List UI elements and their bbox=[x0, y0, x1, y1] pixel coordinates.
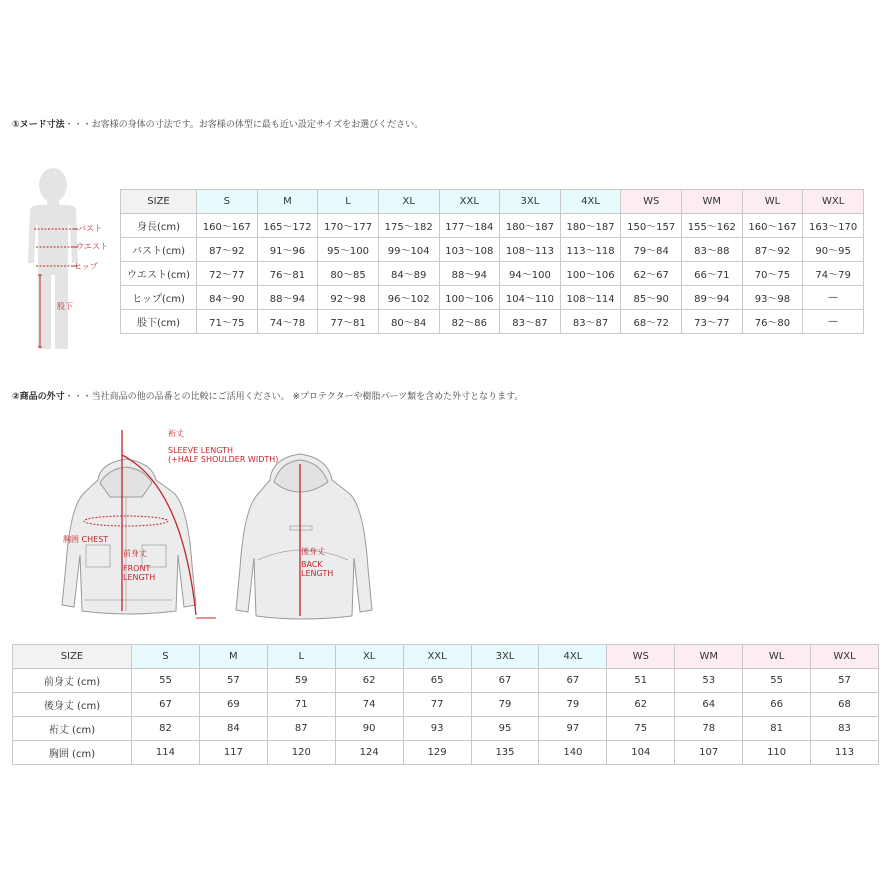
table-cell: 84〜89 bbox=[378, 262, 439, 286]
header-cell: SIZE bbox=[121, 190, 197, 214]
label-back-en2: LENGTH bbox=[301, 569, 334, 578]
table-cell: 68 bbox=[811, 693, 879, 717]
nude-heading-text: ・・・お客様の身体の寸法です。お客様の体型に最も近い設定サイズをお選びください。 bbox=[64, 120, 424, 130]
table-row bbox=[121, 286, 864, 310]
table-cell: 177〜184 bbox=[439, 214, 500, 238]
table-cell: 77〜81 bbox=[318, 310, 379, 334]
table-cell: 74〜78 bbox=[257, 310, 318, 334]
table-cell: 129 bbox=[403, 741, 471, 765]
table-cell: 103〜108 bbox=[439, 238, 500, 262]
header-cell: WL bbox=[742, 190, 803, 214]
table-cell: 89〜94 bbox=[682, 286, 743, 310]
label-sleeve-jp: 裄丈 bbox=[168, 429, 184, 438]
table-cell: 92〜98 bbox=[318, 286, 379, 310]
table-cell: 120 bbox=[267, 741, 335, 765]
table-cell: 82〜86 bbox=[439, 310, 500, 334]
table-cell: 84 bbox=[199, 717, 267, 741]
label-back-jp: 後身丈 bbox=[301, 547, 325, 556]
table-cell: 55 bbox=[132, 669, 200, 693]
row-label: 後身丈 (cm) bbox=[13, 693, 132, 717]
table-cell: 113 bbox=[811, 741, 879, 765]
table-cell: 84〜90 bbox=[197, 286, 258, 310]
table-cell: 67 bbox=[539, 669, 607, 693]
label-hip: ヒップ bbox=[74, 262, 98, 271]
table-cell: 78 bbox=[675, 717, 743, 741]
header-cell: WL bbox=[743, 645, 811, 669]
header-cell: WS bbox=[607, 645, 675, 669]
table-header-row bbox=[121, 190, 864, 214]
label-sleeve-en2: (+HALF SHOULDER WIDTH) bbox=[168, 455, 279, 464]
label-inseam: 股下 bbox=[57, 302, 73, 311]
table-cell: 62〜67 bbox=[621, 262, 682, 286]
table-cell: 80〜85 bbox=[318, 262, 379, 286]
table-row bbox=[121, 214, 864, 238]
table-cell: 70〜75 bbox=[742, 262, 803, 286]
garment-heading-text: ・・・当社商品の他の品番との比較にご活用ください。 ※プロテクターや樹脂パーツ類を含めた外寸となります。 bbox=[64, 392, 524, 402]
header-cell: S bbox=[197, 190, 258, 214]
table-cell: 96〜102 bbox=[378, 286, 439, 310]
table-cell: 175〜182 bbox=[378, 214, 439, 238]
table-cell: — bbox=[803, 310, 864, 334]
table-cell: 83〜87 bbox=[500, 310, 561, 334]
table-cell: 55 bbox=[743, 669, 811, 693]
header-cell: WM bbox=[675, 645, 743, 669]
row-label: 前身丈 (cm) bbox=[13, 669, 132, 693]
table-cell: 73〜77 bbox=[682, 310, 743, 334]
header-cell: XXL bbox=[403, 645, 471, 669]
label-front-en1: FRONT bbox=[123, 564, 151, 573]
header-cell: WXL bbox=[811, 645, 879, 669]
header-cell: WM bbox=[682, 190, 743, 214]
table-cell: 76〜80 bbox=[742, 310, 803, 334]
header-cell: SIZE bbox=[13, 645, 132, 669]
table-row bbox=[13, 741, 879, 765]
header-cell: L bbox=[318, 190, 379, 214]
row-label: 身長(cm) bbox=[121, 214, 197, 238]
header-cell: 4XL bbox=[539, 645, 607, 669]
table-cell: 117 bbox=[199, 741, 267, 765]
table-row bbox=[13, 669, 879, 693]
table-cell: 79 bbox=[471, 693, 539, 717]
label-back-en1: BACK bbox=[301, 560, 323, 569]
table-cell: 66 bbox=[743, 693, 811, 717]
table-cell: 155〜162 bbox=[682, 214, 743, 238]
table-cell: 93 bbox=[403, 717, 471, 741]
table-cell: 113〜118 bbox=[560, 238, 621, 262]
header-cell: M bbox=[199, 645, 267, 669]
table-cell: 99〜104 bbox=[378, 238, 439, 262]
table-cell: 74〜79 bbox=[803, 262, 864, 286]
garment-heading-bold: ②商品の外寸 bbox=[12, 392, 65, 402]
table-cell: 83〜87 bbox=[560, 310, 621, 334]
table-row bbox=[121, 262, 864, 286]
row-label: 裄丈 (cm) bbox=[13, 717, 132, 741]
table-cell: 163〜170 bbox=[803, 214, 864, 238]
label-waist: ウエスト bbox=[76, 242, 108, 251]
table-cell: 83 bbox=[811, 717, 879, 741]
table-cell: 85〜90 bbox=[621, 286, 682, 310]
table-cell: 67 bbox=[132, 693, 200, 717]
garment-size-table bbox=[12, 644, 879, 765]
table-cell: 68〜72 bbox=[621, 310, 682, 334]
header-cell: XXL bbox=[439, 190, 500, 214]
table-cell: 170〜177 bbox=[318, 214, 379, 238]
table-cell: 104 bbox=[607, 741, 675, 765]
body-figure bbox=[22, 163, 122, 355]
label-chest: 胸囲 CHEST bbox=[63, 535, 109, 544]
table-cell: 180〜187 bbox=[500, 214, 561, 238]
header-cell: XL bbox=[378, 190, 439, 214]
header-cell: WXL bbox=[803, 190, 864, 214]
table-row bbox=[121, 238, 864, 262]
table-cell: 95 bbox=[471, 717, 539, 741]
table-cell: 71 bbox=[267, 693, 335, 717]
table-cell: 57 bbox=[199, 669, 267, 693]
table-cell: — bbox=[803, 286, 864, 310]
table-header-row bbox=[13, 645, 879, 669]
table-cell: 80〜84 bbox=[378, 310, 439, 334]
table-row bbox=[13, 693, 879, 717]
table-cell: 79 bbox=[539, 693, 607, 717]
table-cell: 87〜92 bbox=[197, 238, 258, 262]
nude-heading bbox=[12, 117, 423, 130]
table-cell: 124 bbox=[335, 741, 403, 765]
table-cell: 104〜110 bbox=[500, 286, 561, 310]
table-cell: 90 bbox=[335, 717, 403, 741]
table-cell: 74 bbox=[335, 693, 403, 717]
table-cell: 81 bbox=[743, 717, 811, 741]
table-cell: 51 bbox=[607, 669, 675, 693]
table-cell: 66〜71 bbox=[682, 262, 743, 286]
label-sleeve-en1: SLEEVE LENGTH bbox=[168, 446, 234, 455]
table-cell: 150〜157 bbox=[621, 214, 682, 238]
table-cell: 165〜172 bbox=[257, 214, 318, 238]
table-cell: 90〜95 bbox=[803, 238, 864, 262]
table-cell: 107 bbox=[675, 741, 743, 765]
table-cell: 100〜106 bbox=[560, 262, 621, 286]
jacket-back-illustration bbox=[216, 440, 388, 625]
label-front-jp: 前身丈 bbox=[123, 549, 147, 558]
table-cell: 62 bbox=[335, 669, 403, 693]
table-cell: 77 bbox=[403, 693, 471, 717]
header-cell: XL bbox=[335, 645, 403, 669]
table-cell: 95〜100 bbox=[318, 238, 379, 262]
table-cell: 64 bbox=[675, 693, 743, 717]
row-label: バスト(cm) bbox=[121, 238, 197, 262]
row-label: ウエスト(cm) bbox=[121, 262, 197, 286]
row-label: ヒップ(cm) bbox=[121, 286, 197, 310]
label-front-en2: LENGTH bbox=[123, 573, 156, 582]
table-cell: 108〜113 bbox=[500, 238, 561, 262]
table-cell: 59 bbox=[267, 669, 335, 693]
table-cell: 87 bbox=[267, 717, 335, 741]
table-cell: 108〜114 bbox=[560, 286, 621, 310]
table-cell: 57 bbox=[811, 669, 879, 693]
table-cell: 160〜167 bbox=[742, 214, 803, 238]
table-cell: 140 bbox=[539, 741, 607, 765]
table-cell: 97 bbox=[539, 717, 607, 741]
header-cell: 4XL bbox=[560, 190, 621, 214]
table-cell: 110 bbox=[743, 741, 811, 765]
table-cell: 160〜167 bbox=[197, 214, 258, 238]
header-cell: M bbox=[257, 190, 318, 214]
table-cell: 82 bbox=[132, 717, 200, 741]
nude-size-table bbox=[120, 189, 864, 334]
header-cell: L bbox=[267, 645, 335, 669]
header-cell: 3XL bbox=[471, 645, 539, 669]
table-cell: 135 bbox=[471, 741, 539, 765]
garment-heading bbox=[12, 389, 523, 402]
table-cell: 88〜94 bbox=[439, 262, 500, 286]
table-cell: 72〜77 bbox=[197, 262, 258, 286]
table-cell: 71〜75 bbox=[197, 310, 258, 334]
table-cell: 62 bbox=[607, 693, 675, 717]
header-cell: 3XL bbox=[500, 190, 561, 214]
table-cell: 100〜106 bbox=[439, 286, 500, 310]
table-cell: 83〜88 bbox=[682, 238, 743, 262]
table-cell: 75 bbox=[607, 717, 675, 741]
table-cell: 114 bbox=[132, 741, 200, 765]
table-cell: 67 bbox=[471, 669, 539, 693]
table-cell: 91〜96 bbox=[257, 238, 318, 262]
table-row bbox=[13, 717, 879, 741]
table-cell: 94〜100 bbox=[500, 262, 561, 286]
header-cell: WS bbox=[621, 190, 682, 214]
table-cell: 87〜92 bbox=[742, 238, 803, 262]
header-cell: S bbox=[132, 645, 200, 669]
table-cell: 88〜94 bbox=[257, 286, 318, 310]
table-cell: 79〜84 bbox=[621, 238, 682, 262]
table-cell: 180〜187 bbox=[560, 214, 621, 238]
table-row bbox=[121, 310, 864, 334]
row-label: 股下(cm) bbox=[121, 310, 197, 334]
table-cell: 53 bbox=[675, 669, 743, 693]
table-cell: 93〜98 bbox=[742, 286, 803, 310]
row-label: 胸囲 (cm) bbox=[13, 741, 132, 765]
nude-heading-bold: ①ヌード寸法 bbox=[12, 120, 65, 130]
label-bust: バスト bbox=[78, 224, 102, 233]
table-cell: 69 bbox=[199, 693, 267, 717]
table-cell: 76〜81 bbox=[257, 262, 318, 286]
table-cell: 65 bbox=[403, 669, 471, 693]
